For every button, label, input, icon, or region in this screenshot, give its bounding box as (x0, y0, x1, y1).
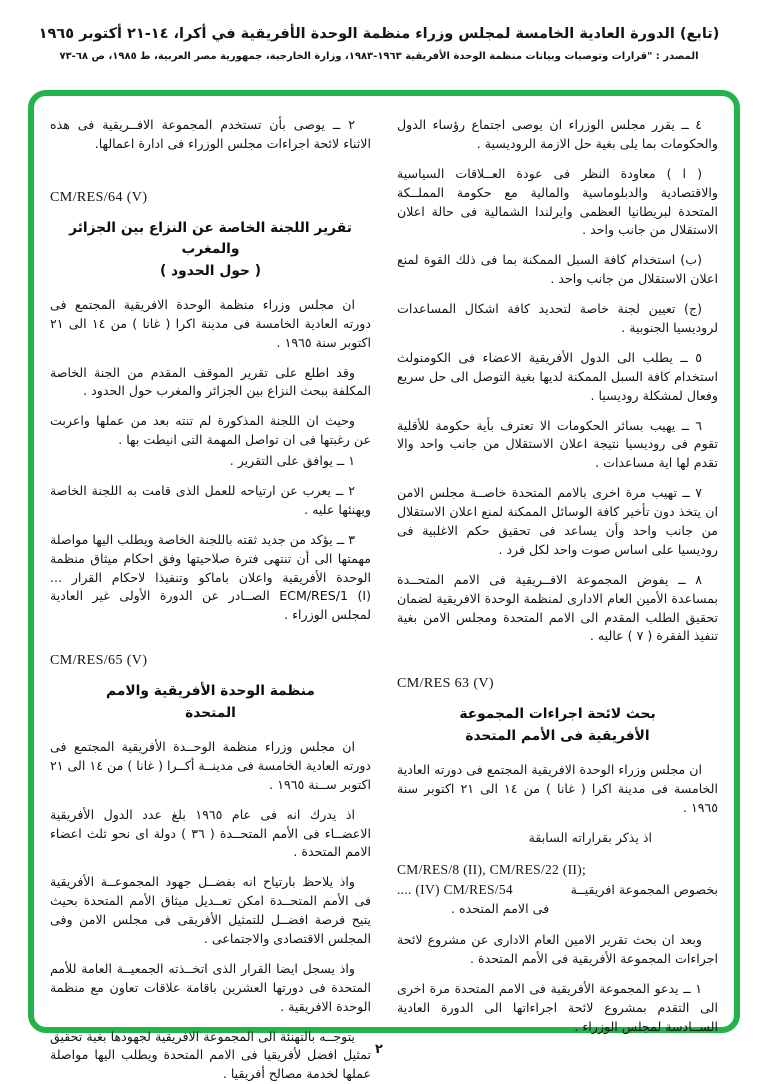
resolution-title-cm-res-64 (56, 218, 365, 282)
paragraph-resolution-4b: (ب) استخدام كافة السبل الممكنة بما فى ذلك القوة لمنع اعلان الاستقلال من جانب واحد . (397, 252, 718, 287)
paragraph-operative-2: ٢ ــ يوصى بأن تستخدم المجموعة الافــريقية فى هذه الاثناء لائحة اجراءات مجلس الوزراء فى ادارة اعمالها. (50, 117, 371, 151)
paragraph-resolution-4a: ( ا ) معاودة النظر فى عودة العــلاقات السياسية والاقتصادية والدبلوماسية والمالية مع حكومة المملــكة المتحدة لبريطانيا العظمى وايرلندا الشمالية فى حالة اعلان الاستقلال من جانب واحد . (397, 165, 718, 238)
resolution-code-cm-res-64: CM/RES/64 (V) (50, 189, 148, 205)
resolution-title-line-2: ( حول الحدود ) (159, 262, 262, 279)
content-frame (28, 90, 740, 1082)
paragraph-council-intro-63: ان مجلس وزراء الوحدة الافريقية المجتمع فى دورته العادية الخامسة فى مدينة اكرا ( غانا ) من ١٤ الى ٢١ اكتوبر سنة ١٩٦٥ . (397, 762, 718, 815)
paragraph-whereas-committee: وحيث ان اللجنة المذكورة لم تنته بعد من عملها واعربت عن رغبتها فى ان تواصل المهمة التى انيطت بها . (50, 413, 371, 448)
resolution-references (397, 860, 718, 919)
reference-codes-line-1: CM/RES/8 (II), CM/RES/22 (II); (397, 861, 587, 877)
paragraph-resolution-6: ٦ ــ يهيب بسائر الحكومات الا تعترف بأية حكومة للأقلية تقوم فى روديسيا نتيجة اعلان الاستقلال من جانب واحد والا تقدم لها اية مساعدات . (397, 417, 718, 471)
paragraph-approves-report: ١ ــ يوافق على التقرير . (229, 453, 355, 469)
reference-code-cm-res-54: .... (IV) CM/RES/54 (397, 881, 513, 897)
resolution-code-cm-res-63: CM/RES 63 (V) (397, 676, 494, 692)
paragraph-after-refs: وبعد ان بحث تقرير الامين العام الادارى عن مشروع لائحة اجراءات المجموعة الأفريقية فى الأمم المتحدة . (397, 932, 718, 966)
two-column-layout (50, 116, 718, 1082)
page-number: ٢ (375, 1042, 383, 1057)
page-header-title: (تابع) الدورة العادية الخامسة لمجلس وزراء منظمة الوحدة الأفريقية في أكرا، ١٤-٢١ أكتوبر ١٩٦٥ (38, 26, 720, 42)
reference-concerning-text: بخصوص المجموعة افريقيــة (570, 881, 718, 897)
paragraph-congratulates-group: يتوجــه بالتهنئة الى المجموعة الافريقية لجهودها بغية تحقيق تمثيل افضل لأفريقيا فى الامم المتحدة ويطلب اليها مواصلة عملها لخدمة مصالح أفريقيا . (50, 1028, 371, 1082)
paragraph-resolution-4c: (ج) تعيين لجنة خاصة لتحديد كافة اشكال المساعدات لروديسيا الجنوبية . (397, 301, 718, 336)
resolution-title-cm-res-63 (403, 704, 712, 747)
resolution-title-line-2: الأفريقية فى الأمم المتحدة (465, 727, 650, 744)
paragraph-report-reviewed: وقد اطلع على تقرير الموقف المقدم من الجنة الخاصة المكلفة ببحث النزاع بين الجزائر والمغرب حول الحدود . (50, 364, 371, 399)
column-left (50, 116, 372, 1082)
page-header (0, 26, 758, 62)
resolution-title-line-1: بحث لائحة اجراءات المجموعة (459, 706, 656, 723)
reference-codes-line-2 (397, 880, 718, 900)
resolution-title-cm-res-65 (56, 681, 365, 724)
page-header-source: المصدر : "قرارات وتوصيات وبيانات منظمة الوحدة الأفريقية ١٩٦٣-١٩٨٣، وزارة الخارجية، جمهورية مصر العربية، ط ١٩٨٥، ص ٦٨-٧٣ (59, 51, 699, 62)
reference-codes-line-3: فى الامم المتحده . (451, 901, 550, 917)
paragraph-aware-member-count: اذ يدرك انه فى عام ١٩٦٥ بلغ عدد الدول الأفريقية الاعضــاء فى الأمم المتحــدة ( ٣٦ ) دولة اى نحو ثلث اعضاء الامم المتحدة . (50, 806, 371, 860)
paragraph-reaffirms-confidence: ٣ ــ يؤكد من جديد ثقته باللجنة الخاصة ويطلب اليها مواصلة مهمتها الى أن تنتهى فترة صلاحيتها وفق احكام ميثاق منظمة الوحدة الأفريقية واعلان باماكو وتنفيذا لاحكام القرار ... ECM/RES/1 (I)‎ الصــادر عن الدورة الأولى غير العادية لمجلس الوزراء . (50, 531, 371, 623)
paragraph-council-intro-64: ان مجلس وزراء منظمة الوحدة الافريقية المجتمع فى دورته العادية الخامسة فى مدينة اكرا ( غانا ) من ١٤ الى ٢١ اكتوبر سنة ١٩٦٥ . (50, 296, 371, 350)
resolution-title-line-2: المتحدة (185, 704, 236, 721)
paragraph-recalls: اذ يذكر بقراراته السابقة (528, 829, 652, 845)
paragraph-council-intro-65: ان مجلس وزراء منظمة الوحــدة الأفريقية المجتمع فى دورته العادية الخامسة فى مدينــة أكــرا ( غانا ) من ١٤ الى ٢١ اكتوبر ســنة ١٩٦٥ . (50, 739, 372, 792)
paragraph-resolution-8: ٨ ــ يفوض المجموعة الافــريقية فى الامم المتحــدة بمساعدة الأمين العام الادارى لمنظمة الوحدة الافريقية لضمان تحقيق الطلب المقدم الى الامم المتحدة ومجلس الامن بغية تنفيذ الفقرة ( ٧ ) عاليه . (397, 571, 718, 644)
resolution-code-cm-res-65: CM/RES/65 (V) (50, 653, 148, 669)
paragraph-operative-1: ١ ــ يدعو المجموعة الأفريقية فى الامم المتحدة مرة اخرى الى التقدم بمشروع لائحة اجراءاتها الى الدورة العادية الســادسة لمجلس الوزراء . (397, 980, 718, 1034)
paragraph-resolution-5: ٥ ــ يطلب الى الدول الأفريقية الاعضاء فى الكومنولث استخدام كافة السبل الممكنة لديها بغية التوصل الى حل سريع وفعال لمشكلة روديسيا . (397, 349, 718, 403)
resolution-title-line-1: منظمة الوحدة الأفريقية والامم (106, 683, 315, 700)
column-right (397, 116, 718, 1034)
paragraph-resolution-7: ٧ ــ تهيب مرة اخرى بالامم المتحدة خاصــة مجلس الامن ان يتخذ دون تأخير كافة الوسائل الممكنة لمنع اعلان الاستقلال من جانب واحد وأن يساعد فى تحقيق حكم الاغلبية فى روديسيا على اساس صوت واحد لكل فرد . (397, 485, 718, 557)
paragraph-expresses-satisfaction: ٢ ــ يعرب عن ارتياحه للعمل الذى قامت به اللجنة الخاصة ويهنئها عليه . (50, 483, 371, 517)
paragraph-resolution-4: ٤ ــ يقرر مجلس الوزراء ان يوصى اجتماع رؤساء الدول والحكومات بما يلى بغية حل الازمة الروديسية . (397, 117, 718, 151)
resolution-title-line-1: تقرير اللجنة الخاصة عن النزاع بين الجزائر والمغرب (69, 219, 352, 258)
paragraph-noting-charter-amendment: واذ يلاحظ بارتياح انه بفضــل جهود المجموعــة الأفريقية فى الأمم المتحــدة امكن تعــديل ميثاق الأمم المتحدة بحيث يتيح فرصة افضــل للتمثيل الأفريقى فى مجلس الامن وفى المجلس الاقتصادى والاجتماعى . (50, 874, 371, 947)
paragraph-recording-ga-resolution: واذ يسجل ايضا القرار الذى اتخــذته الجمعيــة العامة للأمم المتحدة فى دورتها العشرين باقامة علاقات تعاون مع منظمة الوحدة الافريقية . (50, 960, 371, 1014)
